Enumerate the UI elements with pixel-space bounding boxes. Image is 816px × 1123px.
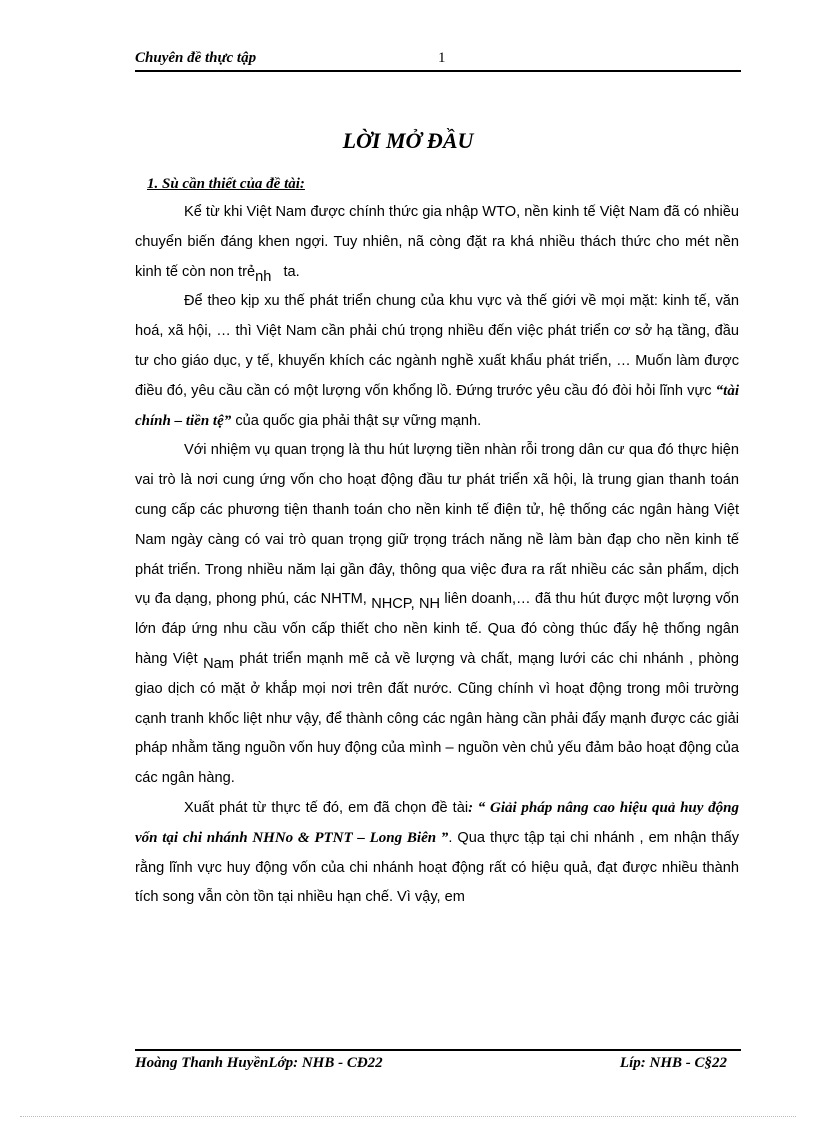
emphasis-text: : “ Giải pháp nâng cao hiệu quả huy động vốn tại chi nhánh NHNo & PTNT – Long Biên ”: [135, 799, 739, 846]
page-header: [135, 48, 741, 72]
paragraph-3: [135, 436, 739, 794]
page-title: LỜI MỞ ĐẦU: [342, 128, 474, 153]
subscript-text: Nam: [203, 655, 234, 672]
subscript-text: NHCP, NH: [371, 596, 441, 613]
paragraph-text: liên doanh,… đã thu hút được một lượng vốn lớn đáp ứng nhu cầu vốn cấp thiết cho nền kinh tế. Qua đó còng thúc đẩy hệ thống ngân hàng Việt: [135, 591, 739, 667]
paragraph-text: Kể từ khi Việt Nam được chính thức gia nhập WTO, nền kinh tế Việt Nam đã có nhiều chuyển biến đáng khen ngợi. Tuy nhiên, nã còng đặt ra khá nhiều thách thức cho mét nền kinh tế còn non trẻ: [135, 204, 739, 280]
footer-class: Líp: NHB - C§22: [619, 1055, 727, 1071]
paragraph-text: Với nhiệm vụ quan trọng là thu hút lượng tiền nhàn rỗi trong dân cư qua đó thực hiện vai trò là nơi cung ứng vốn cho hoạt động đầu tư phát triển xã hội, là trung gian thanh toán cung cấp các phương tiện thanh toán cho nền kinh tế điện tử, hệ thống các ngân hàng Việt Nam ngày càng có vai trò quan trọng giữ trọng trách năng nề làm bàn đạp cho nền kinh tế phát triển. Trong nhiều năm lại gần đây, thông qua việc đưa ra rất nhiều các sản phẩm, dịch vụ đa dạng, phong phú, các NHTM,: [135, 442, 739, 608]
paragraph-text: ta.: [283, 263, 300, 280]
section-heading: 1. Sù cần thiết của đề tài:: [147, 176, 305, 192]
page-bottom-divider: [20, 1116, 796, 1117]
page-number: 1: [438, 50, 446, 66]
document-body: [135, 198, 739, 913]
paragraph-2: [135, 287, 739, 436]
paragraph-text: Xuất phát từ thực tế đó, em đã chọn đề tài: [184, 799, 469, 816]
footer-author: Hoàng Thanh HuyềnLớp: NHB - CĐ22: [135, 1055, 383, 1071]
emphasis-text: “tài chính – tiền tệ”: [135, 382, 739, 429]
paragraph-text: phát triển mạnh mẽ cả về lượng và chất, mạng lưới các chi nhánh , phòng giao dịch có mặt ở khắp mọi nơi trên đất nước. Cũng chính vì hoạt động trong môi trường cạnh tranh khốc liệt như vậy, để thành công các ngân hàng cần phải đẩy mạnh được các giải pháp nhằm tăng nguồn vốn huy động của mình – nguồn vèn chủ yếu đảm bảo hoạt động của các ngân hàng.: [135, 650, 739, 787]
paragraph-text: . Qua thực tập tại chi nhánh , em nhận thấy rằng lĩnh vực huy động vốn của chi nhánh hoạt động rất có hiệu quả, đạt được nhiều thành tích song vẫn còn tồn tại nhiều hạn chế. Vì vậy, em: [135, 829, 739, 906]
paragraph-text: Để theo kịp xu thế phát triển chung của khu vực và thế giới về mọi mặt: kinh tế, văn hoá, xã hội, … thì Việt Nam cần phải chú trọng nhiều đến việc phát triển cơ sở hạ tầng, đầu tư cho giáo dục, y tế, khuyến khích các ngành nghề xuất khẩu phát triển, … Muốn làm được điều đó, yêu cầu cần có một lượng vốn khổng lồ. Đứng trước yêu cầu đó đòi hỏi lĩnh vực: [135, 293, 739, 399]
header-title: Chuyên đề thực tập: [135, 50, 257, 66]
paragraph-4: [135, 794, 739, 913]
page-footer: [135, 1049, 741, 1075]
paragraph-1: [135, 198, 739, 287]
paragraph-text: của quốc gia phải thật sự vững mạnh.: [231, 412, 482, 429]
subscript-text: nh: [255, 268, 272, 285]
